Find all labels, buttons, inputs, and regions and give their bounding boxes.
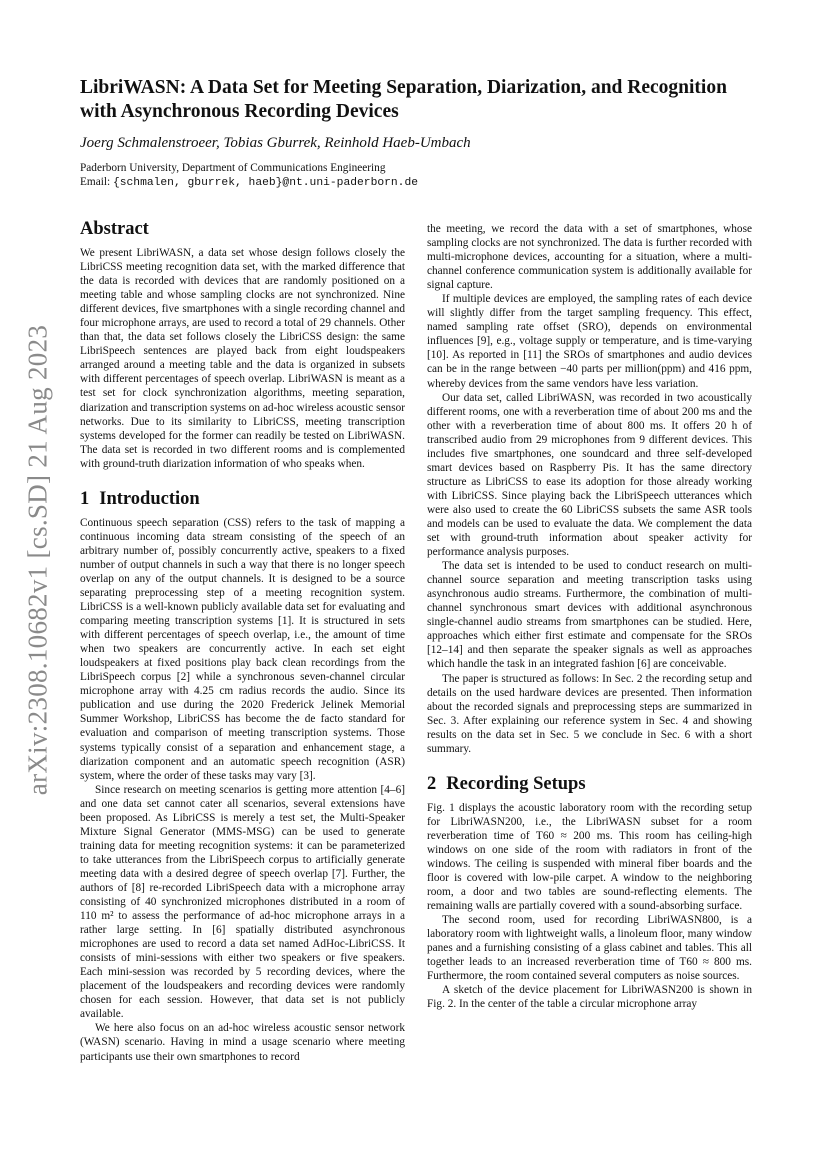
email-label: Email: xyxy=(80,176,111,188)
section-2-number: 2 xyxy=(427,773,437,794)
section-1-title: Introduction xyxy=(99,488,200,509)
paper-header xyxy=(80,76,752,190)
section-2-title: Recording Setups xyxy=(446,773,586,794)
arxiv-sidebar xyxy=(18,240,58,880)
intro-paragraph-3-cont: the meeting, we record the data with a set of smartphones, whose sampling clocks are not synchronized. The data is further recorded with multi-microphone devices, accounting for a situation, where a multi-channel conference communication system is additionally available for signal capture. xyxy=(427,223,752,292)
recording-paragraph-1: Fig. 1 displays the acoustic laboratory room with the recording setup for LibriWASN200, i.e., the LibriWASN subset for a room reverberation time of T60 ≈ 200 ms. This room has ceiling-high windows on one side of the room with radiators in front of the windows. The ceiling is suspended with mineral fiber boards and the floor is covered with low-pile carpet. A window to the neighboring room, a door and two tables are sound-reflecting elements. The remaining walls are partially covered with a sound-absorbing surface. xyxy=(427,801,752,913)
recording-paragraph-2: The second room, used for recording LibriWASN800, is a laboratory room with lightweight walls, a linoleum floor, many window panes and a furnishing consisting of a glass cabinet and tables. This all together leads to an increased reverberation time of T60 ≈ 800 ms. Furthermore, the room contained several computers as noise sources. xyxy=(427,914,752,983)
intro-paragraph-5: Our data set, called LibriWASN, was recorded in two acoustically different rooms, one with a reverberation time of about 200 ms and the other with a reverberation time of about 800 ms. It offers 20 h of transcribed audio from 29 microphones from 9 different devices. This includes five smartphones, one soundcard and three self-developed smart devices based on Raspberry Pis. It has the same directory structure as LibriCSS to ease its adoption for those already working with LibriCSS. Since playing back the LibriSpeech utterances which were also used to create the 60 LibriCSS subsets the same ASR tools and models can be used to evaluate the data. We complement the data set with ground-truth information about speaker activity for performance analysis purposes. xyxy=(427,391,752,559)
left-column xyxy=(80,218,405,1064)
affiliation-block xyxy=(80,161,752,190)
recording-paragraph-3: A sketch of the device placement for LibriWASN200 is shown in Fig. 2. In the center of the table a circular microphone array xyxy=(427,984,752,1011)
intro-paragraph-1: Continuous speech separation (CSS) refers to the task of mapping a continuous incoming data stream consisting of the speech of an arbitrary number of, possibly concurrently active, speakers to a fixed number of output channels in such a way that there is no longer speech overlap on any of the output channels. It is designed to be a source separating preprocessing step of a meeting recognition system. LibriCSS is a well-known publicly available data set for evaluating and comparing meeting transcription systems [1]. It is structured in sets with different percentages of speech overlap, i.e., the amount of time when two speakers are concurrently active. In each set eight loudspeakers at fixed positions play back clean recordings from the LibriSpeech corpus [2] while a synchronous seven-channel circular microphone array with 4.25 cm radius records the audio. Since its publication and use during the 2020 Frederick Jelinek Memorial Summer Workshop, LibriCSS has become the de facto standard for evaluation and comparison of meeting transcription systems. Those systems typically consist of a separation and enhancement stage, a diarization component and an automatic speech recognition (ASR) system, where the order of these tasks may vary [3]. xyxy=(80,516,405,782)
right-column xyxy=(427,222,752,1011)
intro-paragraph-7: The paper is structured as follows: In Sec. 2 the recording setup and details on the used hardware devices are presented. Then information about the recorded signals and preprocessing steps are summarized in Sec. 3. After explaining our reference system in Sec. 4 and showing results on the data set in Sec. 5 we conclude in Sec. 6 with a short summary. xyxy=(427,672,752,755)
paper-title: LibriWASN: A Data Set for Meeting Separation, Diarization, and Recognition with Asynchronous Recording Devices xyxy=(80,77,727,122)
paper-authors: Joerg Schmalenstroeer, Tobias Gburrek, Reinhold Haeb-Umbach xyxy=(80,135,471,151)
abstract-text: We present LibriWASN, a data set whose design follows closely the LibriCSS meeting recognition data set, with the marked difference that the data is recorded with devices that are randomly positioned on a meeting table and whose sampling clocks are not synchronized. Nine different devices, five smartphones with a single recording channel and four microphone arrays, are used to record a total of 29 channels. Other than that, the data set follows closely the LibriCSS design: the same LibriSpeech sentences are played back from eight loudspeakers arranged around a meeting table and the data is organized in subsets with different percentages of speech overlap. LibriWASN is meant as a test set for clock synchronization algorithms, meeting separation, diarization and transcription systems on ad-hoc wireless acoustic sensor networks. Due to its similarity to LibriCSS, meeting transcription systems developed for the former can readily be tested on LibriWASN. The data set is recorded in two different rooms and is complemented with ground-truth diarization information of who speaks when. xyxy=(80,247,406,470)
arxiv-identifier: arXiv:2308.10682v1 [cs.SD] 21 Aug 2023 xyxy=(22,324,53,796)
intro-paragraph-6: The data set is intended to be used to conduct research on multi-channel source separation and meeting transcription tasks using asynchronous audio streams. Furthermore, the combination of multi-channel synchronous smart devices with additional asynchronous single-channel audio streams from smartphones can be studied. Here, approaches which either first estimate and compensate for the SROs [12–14] and then separate the speaker signals as well as approaches which handle the task in an integrated fashion [6] are conceivable. xyxy=(427,560,752,671)
affiliation: Paderborn University, Department of Communications Engineering xyxy=(80,162,386,174)
email-line xyxy=(80,175,752,190)
intro-paragraph-3: We here also focus on an ad-hoc wireless acoustic sensor network (WASN) scenario. Having in mind a usage scenario where meeting participants use their own smartphones to record xyxy=(80,1022,405,1063)
section-2-heading xyxy=(427,773,752,795)
intro-paragraph-2: Since research on meeting scenarios is getting more attention [4–6] and one data set cannot cater all scenarios, several extensions have been proposed. As LibriCSS is merely a test set, the Multi-Speaker Mixture Signal Generator (MMS-MSG) can be used to generate training data for meeting recognition systems: it can be parameterized to take utterances from the LibriSpeech corpus to artificially generate meeting data with a desired degree of speech overlap [7]. Further, the authors of [8] re-recorded LibriSpeech data with a microphone array consisting of 40 synchronized microphones distributed in a room of 110 m² to assess the performance of ad-hoc microphone arrays in a rather large setting. In [6] spatially distributed asynchronous microphones are used to record a data set named AdHoc-LibriCSS. It consists of mini-sessions with either two speakers or five speakers. Each mini-session was recorded by 5 recording devices, where the placement of the loudspeakers and recording devices were randomly chosen for each session. However, that data set is not publicly available. xyxy=(80,783,405,1021)
section-1-heading xyxy=(80,488,405,510)
abstract-heading: Abstract xyxy=(80,219,149,239)
email-address[interactable]: {schmalen, gburrek, haeb}@nt.uni-paderborn.de xyxy=(112,177,419,189)
section-1-number: 1 xyxy=(80,488,90,509)
intro-paragraph-4: If multiple devices are employed, the sampling rates of each device will slightly differ from the target sampling frequency. This effect, named sampling rate offset (SRO), depends on environmental influences [9], e.g., voltage supply or temperature, and is time-varying [10]. As reported in [11] the SROs of smartphones and audio devices can be in the range between −40 parts per million(ppm) and 416 ppm, whereby devices from the same vendors have less variation. xyxy=(427,293,752,390)
